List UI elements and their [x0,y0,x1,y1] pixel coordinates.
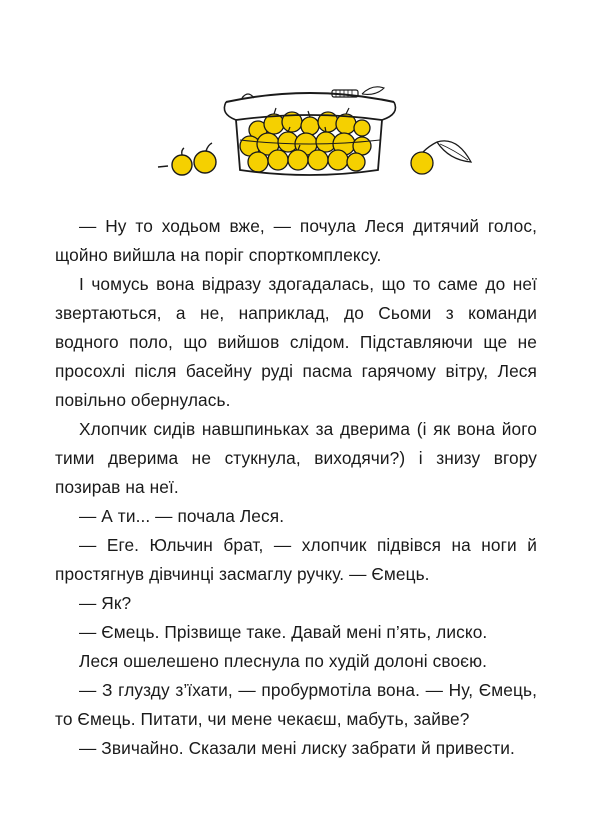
story-text [55,212,537,763]
basket-of-apples-illustration [150,80,490,190]
right-apple-icon [411,141,471,174]
basket-icon [224,87,395,175]
paragraph: — Ємець. Прізвище таке. Давай мені п’ять, лиско. [79,622,488,642]
paragraph: Хлопчик сидів навшпиньках за дверима (і як вона його тими дверима не стукнула, виходячи?) і знизу вгору позирав на неї. [55,419,537,497]
paragraph: — Ну то ходьом вже, — почула Леся дитячий голос, щойно вийшла на поріг спорткомплексу. [55,216,537,265]
paragraph: — Еге. Юльчин брат, — хлопчик підвівся на ноги й простягнув дівчинці засмаглу ручку. — Ємець. [55,535,537,584]
paragraph: — А ти... — почала Леся. [79,506,285,526]
paragraph: — З глузду з’їхати, — пробурмотіла вона. — Ну, Ємець, то Ємець. Питати, чи мене чекаєш, мабуть, зайве? [55,680,537,729]
left-apples-icon [158,143,216,175]
paragraph: — Як? [79,593,132,613]
paragraph: Леся ошелешено плеснула по худій долоні своєю. [79,651,488,671]
paragraph: І чомусь вона відразу здогадалась, що то саме до неї звертаються, а не, наприклад, до Сьоми з команди водного поло, що вийшов слідом. Підставляючи ще не просохлі після басейну руді пасма гарячому вітру, Леся повільно обернулась. [55,274,537,410]
paragraph: — Звичайно. Сказали мені лиску забрати й привести. [79,738,515,758]
